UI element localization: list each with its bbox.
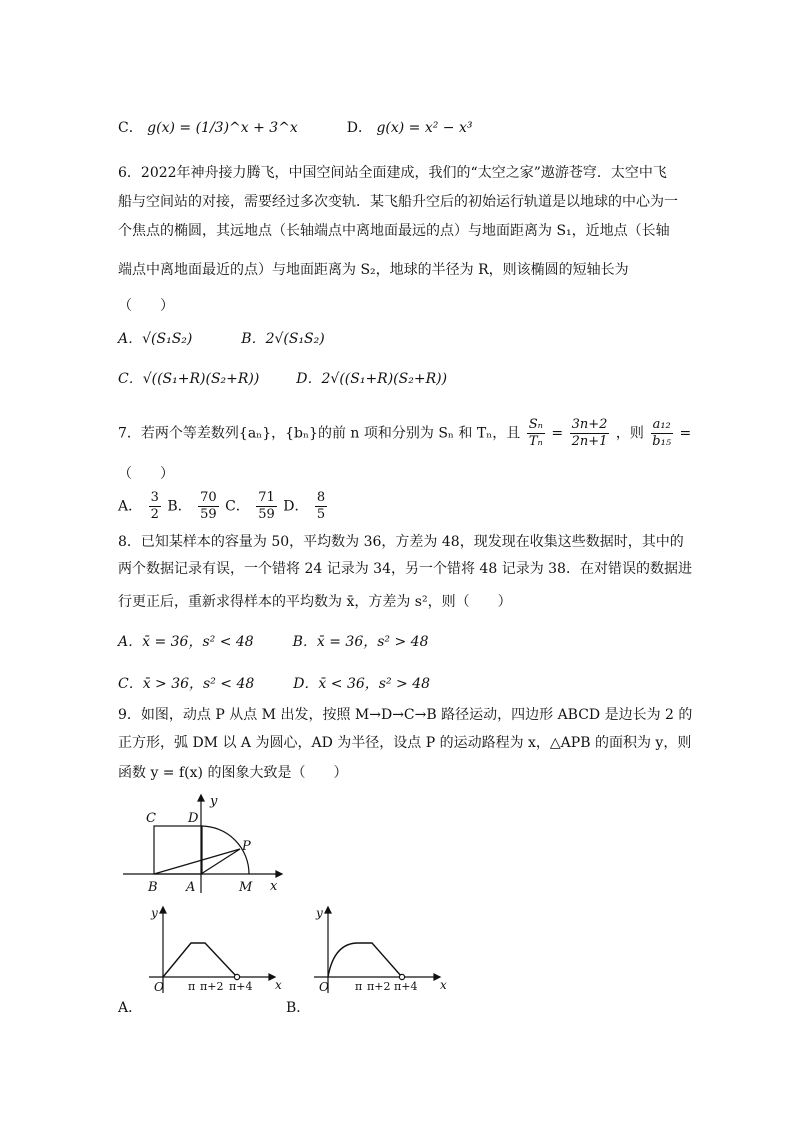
open-endpoint: [399, 974, 404, 979]
q7-stem-c: =: [679, 425, 692, 442]
graph-b-curve: [328, 943, 402, 977]
q8-option-a: A．x̄ = 36，s² < 48: [118, 634, 254, 650]
tick-pi-plus-2: π+2: [367, 980, 391, 993]
q7-fraction-a-over-b: [650, 417, 673, 450]
q7-fraction-s-over-t: [527, 417, 545, 450]
q5-option-d-label: D．: [346, 120, 372, 136]
q7-frac2-den: 2n+1: [571, 434, 608, 449]
q6-stem-line-3: 个焦点的椭圆，其远地点（长轴端点中离地面最远的点）与地面距离为 S₁，近地点（长轴: [118, 223, 670, 239]
label-m: M: [239, 880, 253, 895]
q7-option-b-label: B．: [167, 498, 192, 515]
tick-pi: π: [355, 980, 363, 993]
y-axis-arrow: [160, 907, 166, 913]
q7-option-b-frac: [198, 490, 219, 523]
q8-option-d: D．x̄ < 36，s² > 48: [293, 676, 431, 692]
axis-y-label: y: [316, 906, 323, 920]
q5-option-d-expr: g(x) = x² − x³: [376, 120, 473, 136]
tick-pi: π: [188, 980, 196, 993]
q8-options-ab: [118, 632, 428, 652]
label-b: B: [148, 880, 158, 895]
q7-answer-paren: （ ）: [118, 466, 174, 482]
q9-stem-line-3: 函数 y = f(x) 的图象大致是（ ）: [118, 765, 348, 781]
q9-option-a-label: A．: [118, 1000, 143, 1016]
tick-pi-plus-2: π+2: [200, 980, 224, 993]
q9-option-b-label: B．: [286, 1000, 311, 1016]
q6-option-a: A．√(S₁S₂): [118, 331, 193, 347]
q8-option-c: C．x̄ > 36，s² < 48: [118, 676, 255, 692]
q7-option-c-den: 59: [258, 507, 275, 522]
x-axis-arrow: [276, 871, 282, 877]
q8-options-cd: [118, 674, 430, 694]
label-d: D: [188, 811, 199, 826]
q7-option-a-num: 3: [150, 490, 159, 505]
q9-square-arc-figure: [118, 793, 288, 898]
q7-option-c-frac: [256, 490, 277, 523]
label-c: C: [146, 811, 156, 826]
q7-option-a-den: 2: [150, 507, 159, 522]
q8-option-b: B．x̄ = 36，s² > 48: [292, 634, 429, 650]
q7-option-d-den: 5: [316, 507, 326, 522]
q7-frac3-den: b₁₅: [652, 434, 672, 449]
q7-frac1-num: Sₙ: [528, 417, 543, 432]
axis-x-label: x: [275, 978, 282, 992]
q9-option-a-graph: [145, 903, 285, 998]
origin-label: O: [154, 980, 164, 994]
q6-options-cd: [118, 369, 447, 389]
q5-option-c-expr: g(x) = (1/3)^x + 3^x: [147, 120, 298, 136]
label-a: A: [186, 880, 196, 895]
q9-stem-line-1: 9．如图，动点 P 从点 M 出发，按照 M→D→C→B 路径运动，四边形 ABCD 是边长为 2 的: [118, 707, 693, 723]
open-endpoint: [234, 974, 239, 979]
axis-y-label: y: [151, 906, 158, 920]
q8-stem-line-1: 8．已知某样本的容量为 50，平均数为 36，方差为 48，现发现在收集这些数据时，其中的: [118, 534, 684, 550]
q7-fraction-ratio: [570, 417, 610, 450]
q7-frac3-num: a₁₂: [652, 417, 671, 432]
q6-answer-paren: （ ）: [118, 298, 174, 314]
q7-option-b-num: 70: [200, 490, 217, 505]
label-p: P: [242, 839, 251, 854]
q7-options: [118, 490, 329, 523]
q7-option-c-num: 71: [258, 490, 275, 505]
q7-stem: [118, 417, 691, 450]
q8-stem-line-2: 两个数据记录有误，一个错将 24 记录为 34，另一个错将 48 记录为 38．在对错误的数据进: [118, 561, 692, 577]
q7-option-d-num: 8: [316, 490, 326, 505]
y-axis-arrow: [198, 795, 204, 801]
q7-option-a-frac: [149, 490, 161, 523]
y-axis-arrow: [325, 907, 331, 913]
q5-option-c-label: C．: [118, 120, 143, 136]
q8-stem-line-3: 行更正后，重新求得样本的平均数为 x̄，方差为 s²，则（ ）: [118, 594, 512, 610]
segment-bp: [154, 849, 240, 874]
q7-option-d-frac: [315, 490, 327, 523]
q7-stem-b: ，则: [615, 425, 644, 442]
q6-stem-line-1: 6．2022年神舟接力腾飞，中国空间站全面建成，我们的“太空之家”遨游苍穹．太空中飞: [118, 165, 667, 181]
segment-ap: [201, 849, 240, 874]
q7-equals: =: [551, 425, 564, 442]
origin-label: O: [319, 980, 329, 994]
q6-stem-line-4: 端点中离地面最近的点）与地面距离为 S₂，地球的半径为 R，则该椭圆的短轴长为: [118, 262, 629, 278]
q7-option-d-label: D．: [283, 498, 309, 515]
q7-frac2-num: 3n+2: [571, 417, 608, 432]
q7-frac1-den: Tₙ: [528, 434, 543, 449]
tick-pi-plus-4: π+4: [394, 980, 418, 993]
tick-pi-plus-4: π+4: [229, 980, 253, 993]
q6-option-d: D．2√((S₁+R)(S₂+R)): [296, 371, 448, 387]
label-x: x: [270, 879, 278, 894]
graph-a-curve: [163, 943, 237, 977]
q7-option-a-label: A．: [118, 498, 143, 515]
q5-options-cd: [118, 118, 473, 138]
q6-option-c: C．√((S₁+R)(S₂+R)): [118, 371, 260, 387]
q7-stem-a: 7．若两个等差数列{aₙ}，{bₙ}的前 n 项和分别为 Sₙ 和 Tₙ，且: [118, 425, 521, 442]
q9-stem-line-2: 正方形，弧 DM 以 A 为圆心，AD 为半径，设点 P 的运动路程为 x，△APB 的面积为 y，则: [118, 735, 692, 751]
q6-option-b: B．2√(S₁S₂): [241, 331, 325, 347]
q6-options-ab: [118, 329, 325, 349]
q7-option-c-label: C．: [225, 498, 250, 515]
axis-x-label: x: [440, 978, 447, 992]
q6-stem-line-2: 船与空间站的对接，需要经过多次变轨．某飞船升空后的初始运行轨道是以地球的中心为一: [118, 194, 678, 210]
q9-option-b-graph: [310, 903, 450, 998]
q7-option-b-den: 59: [200, 507, 217, 522]
label-y: y: [210, 794, 218, 809]
